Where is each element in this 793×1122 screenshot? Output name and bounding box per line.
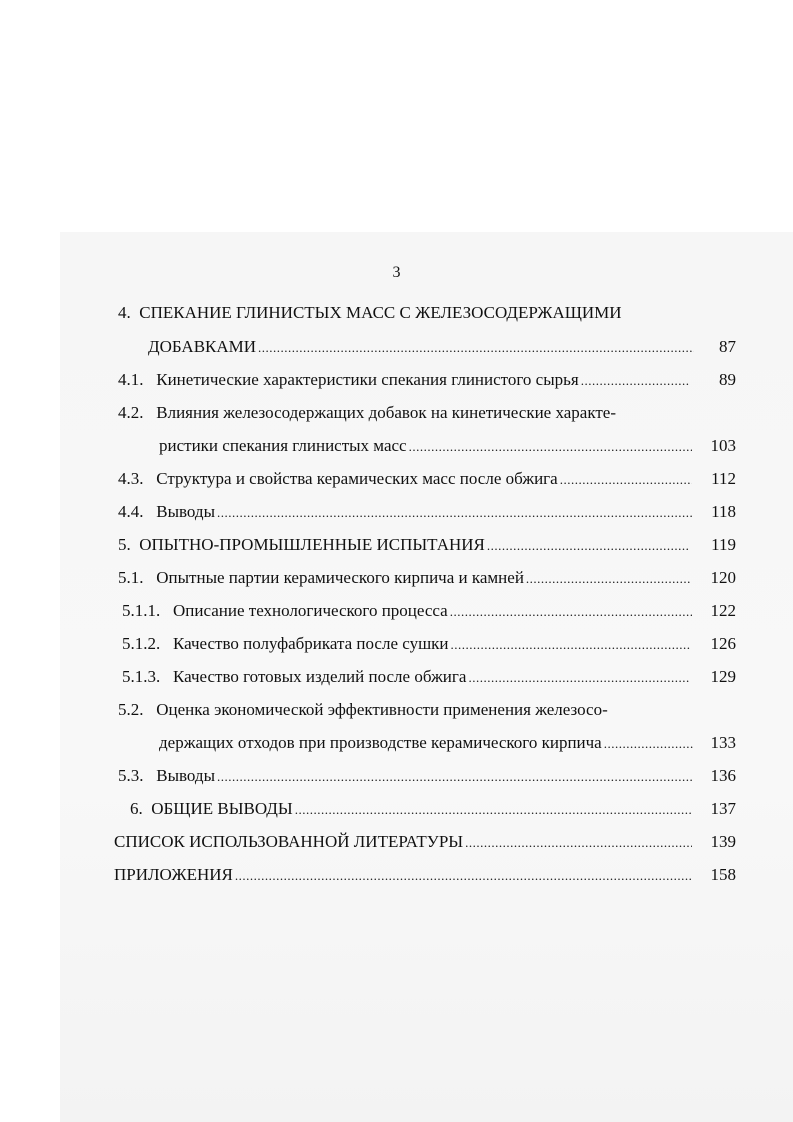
toc-page-number: 87 — [719, 337, 736, 356]
toc-entry-title: Структура и свойства керамических масс после обжига — [156, 469, 558, 488]
toc-entry-number: 5.1.1. — [122, 601, 161, 620]
toc-entry-4-line2 — [148, 336, 696, 359]
toc-page-number: 120 — [710, 568, 736, 587]
toc-entry-title: Описание технологического процесса — [173, 601, 448, 620]
toc-entry-5-1-3 — [122, 666, 692, 689]
toc-leader-dots — [295, 799, 692, 821]
toc-entry-appendices — [114, 864, 694, 887]
toc-entry-number: 6. — [130, 799, 143, 818]
toc-entry-title-continued: держащих отходов при производстве керамического кирпича — [159, 733, 602, 752]
toc-entry-title: Качество полуфабриката после сушки — [173, 634, 449, 653]
toc-entry-number: 5.1.2. — [122, 634, 161, 653]
toc-entry-title: Оценка экономической эффективности применения железосо- — [156, 700, 608, 719]
toc-entry-5-3 — [118, 765, 694, 788]
toc-page-number: 133 — [710, 733, 736, 752]
page-number: 3 — [392, 264, 401, 281]
toc-leader-dots — [560, 469, 692, 491]
toc-page-number: 103 — [710, 436, 736, 455]
toc-page-number: 112 — [711, 469, 736, 488]
toc-page-number: 122 — [710, 601, 736, 620]
toc-entry-title: ОБЩИЕ ВЫВОДЫ — [151, 799, 293, 818]
toc-leader-dots — [526, 568, 690, 590]
toc-entry-references — [114, 831, 694, 854]
toc-entry-title: СПЕКАНИЕ ГЛИНИСТЫХ МАСС С ЖЕЛЕЗОСОДЕРЖАЩИМИ — [139, 303, 622, 322]
toc-entry-number: 5.1.3. — [122, 667, 161, 686]
toc-entry-number: 5.1. — [118, 568, 144, 587]
toc-entry-5-1 — [118, 567, 692, 590]
toc-entry-title: ОПЫТНО-ПРОМЫШЛЕННЫЕ ИСПЫТАНИЯ — [139, 535, 485, 554]
toc-entry-5-1-1 — [122, 600, 694, 623]
toc-page-number: 129 — [710, 667, 736, 686]
toc-page-number: 139 — [710, 832, 736, 851]
toc-leader-dots — [487, 535, 690, 557]
toc-leader-dots — [217, 502, 692, 524]
toc-entry-4-2-line2 — [159, 435, 694, 458]
toc-page-number: 137 — [710, 799, 736, 818]
toc-entry-number: 4.4. — [118, 502, 144, 521]
toc-entry-number: 4. — [118, 303, 131, 322]
toc-entry-4-1 — [118, 369, 692, 392]
toc-entry-title: Качество готовых изделий после обжига — [173, 667, 467, 686]
toc-leader-dots — [450, 601, 692, 623]
toc-entry-title-continued: ристики спекания глинистых масс — [159, 436, 407, 455]
toc-leader-dots — [217, 766, 692, 788]
toc-entry-5-2-line1 — [118, 699, 608, 721]
toc-page-number: 119 — [711, 535, 736, 554]
toc-leader-dots — [235, 865, 692, 887]
toc-entry-6 — [130, 798, 694, 821]
toc-entry-4-2-line1 — [118, 402, 616, 424]
toc-entry-4-line1 — [118, 302, 622, 324]
toc-entry-title: СПИСОК ИСПОЛЬЗОВАННОЙ ЛИТЕРАТУРЫ — [114, 832, 464, 851]
toc-entry-4-3 — [118, 468, 694, 491]
toc-entry-number: 4.3. — [118, 469, 144, 488]
toc-entry-title: ПРИЛОЖЕНИЯ — [114, 865, 233, 884]
toc-page-number: 89 — [719, 370, 736, 389]
toc-entry-title: Опытные партии керамического кирпича и камней — [156, 568, 524, 587]
toc-entry-number: 5.2. — [118, 700, 144, 719]
toc-leader-dots — [465, 832, 692, 854]
toc-entry-5-2-line2 — [159, 732, 696, 755]
toc-entry-number: 4.2. — [118, 403, 144, 422]
toc-entry-title: Выводы — [156, 502, 216, 521]
toc-page-number: 158 — [710, 865, 736, 884]
toc-leader-dots — [409, 436, 692, 458]
toc-entry-title: Влияния железосодержащих добавок на кинетические характе- — [156, 403, 617, 422]
toc-page-number: 136 — [710, 766, 736, 785]
toc-entry-title: Кинетические характеристики спекания глинистого сырья — [156, 370, 579, 389]
toc-entry-title-continued: ДОБАВКАМИ — [148, 337, 257, 356]
toc-entry-number: 5. — [118, 535, 131, 554]
toc-page-number: 126 — [710, 634, 736, 653]
toc-entry-number: 5.3. — [118, 766, 144, 785]
toc-entry-5-1-2 — [122, 633, 692, 656]
toc-leader-dots — [581, 370, 690, 392]
toc-entry-number: 4.1. — [118, 370, 144, 389]
toc-page-number: 118 — [711, 502, 736, 521]
toc-leader-dots — [451, 634, 690, 656]
toc-leader-dots — [468, 667, 690, 689]
toc-entry-title: Выводы — [156, 766, 216, 785]
toc-entry-5 — [118, 534, 692, 557]
toc-leader-dots — [258, 337, 694, 359]
toc-entry-4-4 — [118, 501, 694, 524]
